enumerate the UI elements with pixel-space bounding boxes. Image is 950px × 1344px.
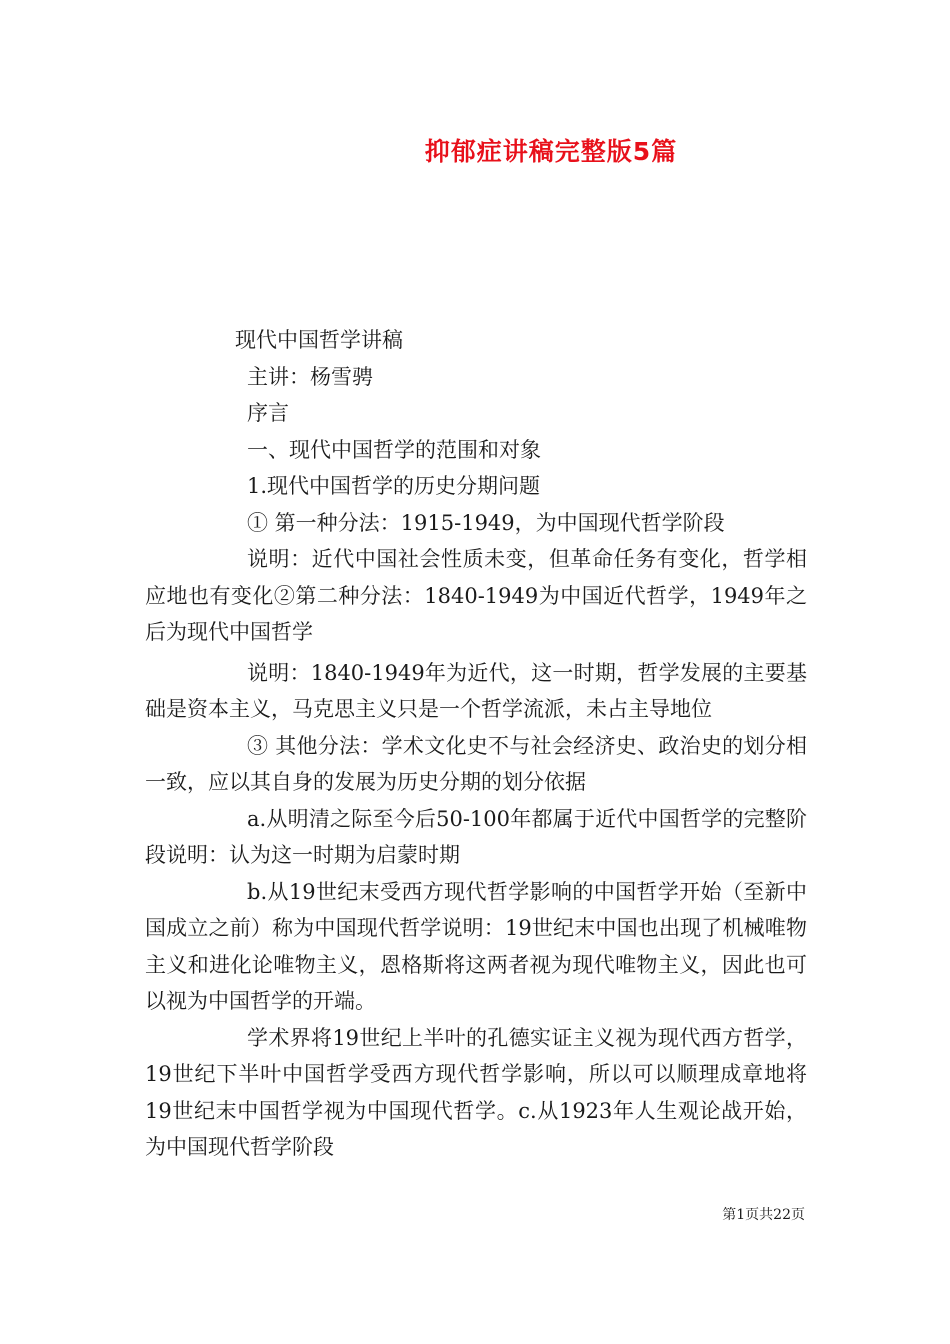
document-body: [145, 322, 807, 1166]
preface-heading: 序言: [247, 401, 289, 425]
paragraph: a.从明清之际至今后50-100年都属于近代中国哲学的完整阶段说明：认为这一时期为启蒙时期: [145, 806, 807, 867]
paragraph: 说明：近代中国社会性质未变，但革命任务有变化，哲学相应地也有变化②第二种分法：1840-1949为中国近代哲学，1949年之后为现代中国哲学: [145, 547, 807, 644]
paragraph: 学术界将19世纪上半叶的孔德实证主义视为现代西方哲学，19世纪下半叶中国哲学受西方现代哲学影响，所以可以顺理成章地将19世纪末中国哲学视为中国现代哲学。c.从1923年人生观论战开始，为中国现代哲学阶段: [145, 1025, 807, 1159]
subsection-heading: 1.现代中国哲学的历史分期问题: [247, 474, 541, 498]
lecture-heading: 现代中国哲学讲稿: [235, 328, 403, 352]
method-one-line: ① 第一种分法：1915-1949，为中国现代哲学阶段: [247, 510, 725, 535]
page-footer: 第1页共22页: [722, 1207, 805, 1223]
speaker-line: 主讲：杨雪骋: [247, 364, 373, 389]
paragraph: ③ 其他分法：学术文化史不与社会经济史、政治史的划分相一致，应以其自身的发展为历史分期的划分依据: [145, 733, 807, 794]
document-title: 抑郁症讲稿完整版5篇: [424, 137, 678, 166]
paragraph: b.从19世纪末受西方现代哲学影响的中国哲学开始（至新中国成立之前）称为中国现代哲学说明：19世纪末中国也出现了机械唯物主义和进化论唯物主义，恩格斯将这两者视为现代唯物主义，因此也可以视为中国哲学的开端。: [145, 879, 807, 1013]
section-heading: 一、现代中国哲学的范围和对象: [247, 437, 541, 462]
paragraph: 说明：1840-1949年为近代，这一时期，哲学发展的主要基础是资本主义，马克思主义只是一个哲学流派，未占主导地位: [145, 660, 807, 721]
